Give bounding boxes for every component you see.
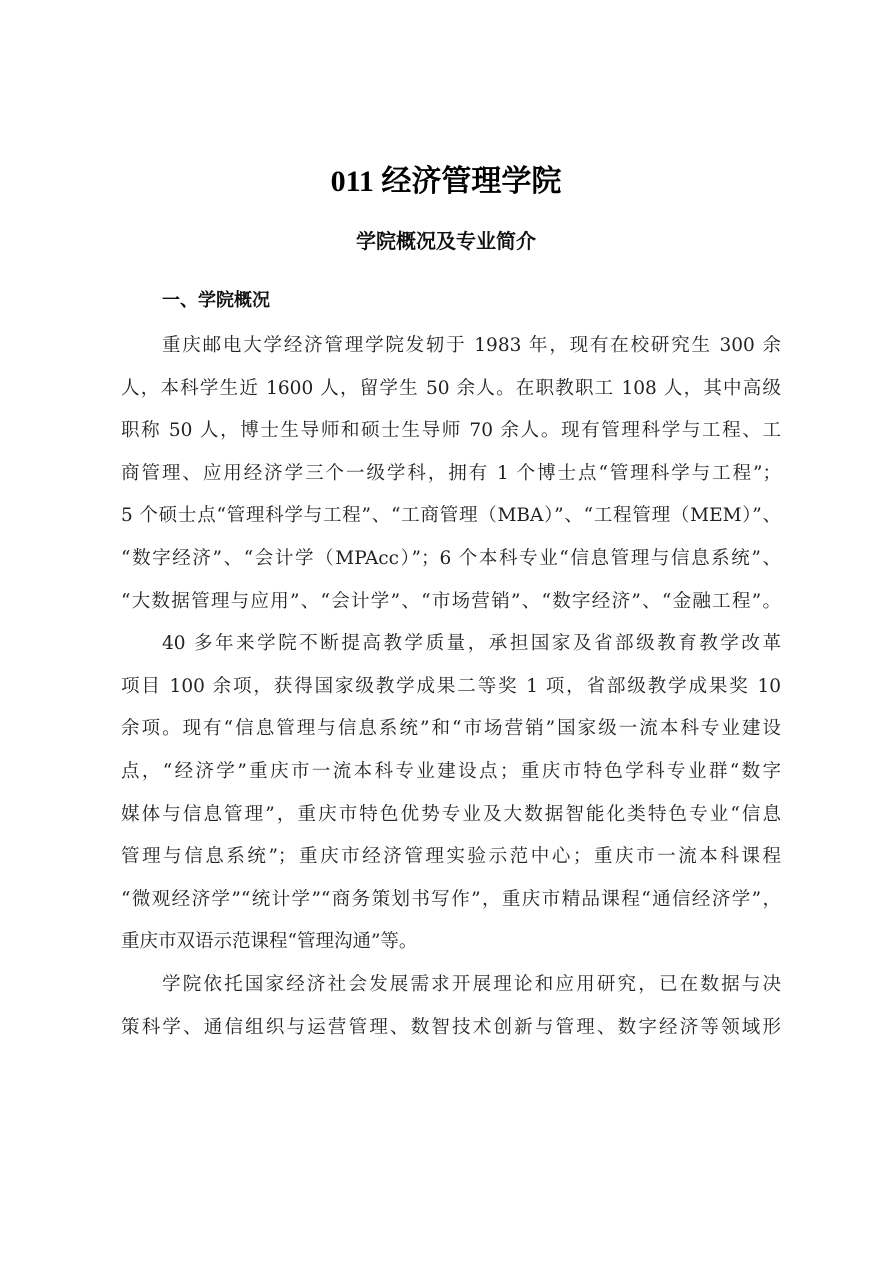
- paragraph-line: 学院依托国家经济社会发展需求开展理论和应用研究，已在数据与决: [162, 973, 781, 995]
- paragraph-line: 重庆市双语示范课程“管理沟通”等。: [121, 931, 418, 953]
- paragraph-line: 媒体与信息管理”，重庆市特色优势专业及大数据智能化类特色专业“信息: [121, 803, 781, 825]
- paragraph-line: 点，“经济学”重庆市一流本科专业建设点；重庆市特色学科专业群“数字: [121, 760, 781, 782]
- paragraph-line: “微观经济学”“统计学”“商务策划书写作”，重庆市精品课程“通信经济学”，: [121, 888, 781, 910]
- paragraph-line: “大数据管理与应用”、“会计学”、“市场营销”、“数字经济”、“金融工程”。: [121, 590, 781, 612]
- paragraph-line: 5 个硕士点“管理科学与工程”、“工商管理（MBA）”、“工程管理（MEM）”、: [121, 505, 781, 527]
- paragraph-line: 管理与信息系统”；重庆市经济管理实验示范中心；重庆市一流本科课程: [121, 846, 781, 868]
- paragraph-line: 40 多年来学院不断提高教学质量，承担国家及省部级教育教学改革: [162, 633, 781, 655]
- paragraph-line: 人，本科学生近 1600 人，留学生 50 余人。在职教职工 108 人，其中高级: [121, 377, 781, 399]
- paragraph-line: 重庆邮电大学经济管理学院发轫于 1983 年，现有在校研究生 300 余: [162, 335, 781, 356]
- paragraph-line: 策科学、通信组织与运营管理、数智技术创新与管理、数字经济等领域形: [121, 1016, 781, 1038]
- paragraph-line: 余项。现有“信息管理与信息系统”和“市场营销”国家级一流本科专业建设: [121, 718, 781, 740]
- paragraph-line: 项目 100 余项，获得国家级教学成果二等奖 1 项，省部级教学成果奖 10: [121, 675, 781, 697]
- section-heading: 一、学院概况: [162, 290, 270, 311]
- document-subtitle: 学院概况及专业简介: [356, 229, 536, 253]
- paragraph-line: 职称 50 人，博士生导师和硕士生导师 70 余人。现有管理科学与工程、工: [121, 420, 781, 442]
- paragraph-line: 商管理、应用经济学三个一级学科，拥有 1 个博士点“管理科学与工程”；: [121, 462, 781, 484]
- document-body: [121, 329, 781, 1053]
- paragraph-line: “数字经济”、“会计学（MPAcc）”；6 个本科专业“信息管理与信息系统”、: [121, 547, 781, 569]
- document-title: 011 经济管理学院: [330, 165, 562, 198]
